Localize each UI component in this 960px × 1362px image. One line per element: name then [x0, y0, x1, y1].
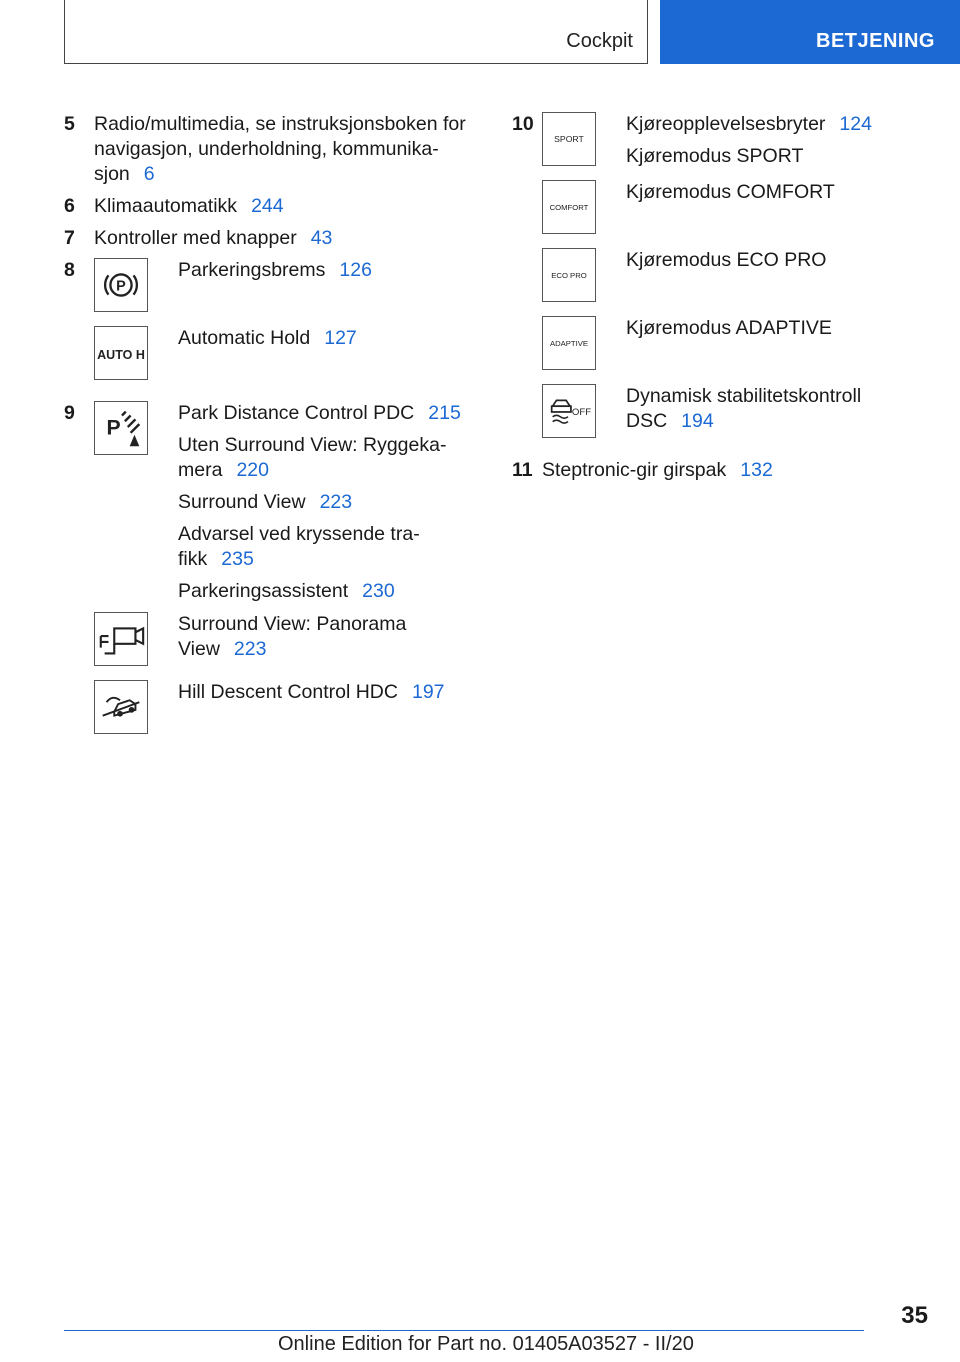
page-ref-link[interactable]: 194: [681, 410, 714, 432]
page-ref-link[interactable]: 220: [236, 459, 269, 481]
footer-edition: Online Edition for Part no. 01405A03527 - II/20: [278, 1333, 694, 1355]
rearcam-text: mera: [178, 459, 223, 481]
header-section-title: Cockpit: [566, 30, 633, 52]
item5-line3: [94, 162, 155, 187]
page-ref-link[interactable]: 235: [221, 548, 254, 570]
item10-sport-line2: Kjøremodus SPORT: [626, 145, 804, 167]
item-number-9: 9: [64, 402, 75, 424]
page-ref-link[interactable]: 230: [362, 580, 395, 602]
item9-pdc-line: [178, 401, 461, 426]
driving-experience-switch-text: Kjøreopplevelsesbryter: [626, 113, 826, 135]
page-ref-link[interactable]: 6: [143, 163, 155, 185]
item9-cross-line1: Advarsel ved kryssende tra-: [178, 523, 420, 545]
eco-pro-mode-icon: [542, 248, 596, 302]
panorama-view-icon: [94, 612, 148, 666]
item9-rearcam-line1: Uten Surround View: Ryggeka-: [178, 434, 447, 456]
item7-line: [94, 226, 332, 251]
page-ref-link[interactable]: 43: [310, 227, 333, 249]
surround-text: Surround View: [178, 491, 306, 513]
svg-text:SPORT: SPORT: [554, 133, 584, 144]
svg-text:COMFORT: COMFORT: [549, 202, 589, 212]
header-chapter-tab: BETJENING: [660, 0, 960, 64]
dsc-off-icon: [542, 384, 596, 438]
page-ref-link[interactable]: 124: [839, 113, 872, 135]
item10-dsc-line2: [626, 409, 714, 434]
item-number-7: 7: [64, 227, 75, 249]
sport-mode-icon: [542, 112, 596, 166]
dsc-text: DSC: [626, 410, 668, 432]
adaptive-mode-icon: [542, 316, 596, 370]
item-number-11: 11: [512, 459, 533, 481]
item10-comfort-line: Kjøremodus COMFORT: [626, 181, 835, 203]
item9-hdc-line: [178, 680, 445, 705]
page-ref-link[interactable]: 126: [339, 259, 372, 281]
parkassist-text: Parkeringsassistent: [178, 580, 349, 602]
park-distance-control-icon: [94, 401, 148, 455]
page-ref-link[interactable]: 223: [319, 491, 353, 513]
item9-surround-line: [178, 490, 352, 515]
item9-panorama-line2: [178, 637, 266, 662]
header-section-box: [64, 0, 648, 64]
hill-descent-control-icon: [94, 680, 148, 734]
auto-hold-icon: [94, 326, 148, 380]
item7-text: Kontroller med knapper: [94, 227, 297, 249]
item10-dsc-line1: Dynamisk stabilitetskontroll: [626, 385, 862, 407]
page-number: 35: [901, 1302, 928, 1329]
page-ref-link[interactable]: 132: [740, 459, 773, 481]
item9-rearcam-line2: [178, 458, 269, 483]
item8-parking-brake-line: [178, 258, 372, 283]
parking-brake-icon: [94, 258, 148, 312]
item10-adaptive-line: Kjøremodus ADAPTIVE: [626, 317, 832, 339]
hdc-text: Hill Descent Control HDC: [178, 681, 398, 703]
item6-text: Klimaautomatikk: [94, 195, 238, 217]
item-number-6: 6: [64, 195, 75, 217]
page-ref-link[interactable]: 127: [324, 327, 357, 349]
item11-line: [542, 458, 773, 483]
svg-text:ECO PRO: ECO PRO: [551, 270, 587, 280]
item10-ecopro-line: Kjøremodus ECO PRO: [626, 249, 827, 271]
footer-divider: [64, 1330, 864, 1331]
page-ref-link[interactable]: 197: [411, 681, 445, 703]
comfort-mode-icon: [542, 180, 596, 234]
item9-cross-line2: [178, 547, 254, 572]
item-number-8: 8: [64, 259, 75, 281]
item5-line3-text: sjon: [94, 163, 130, 185]
item8-auto-hold-line: [178, 326, 357, 351]
auto-hold-text: Automatic Hold: [178, 327, 311, 349]
page-ref-link[interactable]: 223: [233, 638, 267, 660]
svg-text:AUTO H: AUTO H: [97, 347, 145, 362]
cross-text: fikk: [178, 548, 208, 570]
item5-line1: Radio/multimedia, se instruksjonsboken for: [94, 113, 466, 135]
page-ref-link[interactable]: 244: [251, 195, 284, 217]
item9-panorama-line1: Surround View: Panorama: [178, 613, 407, 635]
item5-line2: navigasjon, underholdning, kommunika-: [94, 138, 439, 160]
svg-text:OFF: OFF: [571, 406, 592, 418]
svg-text:P: P: [116, 278, 126, 295]
item-number-5: 5: [64, 113, 75, 135]
panorama-text: View: [178, 638, 220, 660]
item6-line: [94, 194, 284, 219]
item9-parkassist-line: [178, 579, 395, 604]
svg-text:ADAPTIVE: ADAPTIVE: [549, 338, 589, 348]
steptronic-text: Steptronic-gir girspak: [542, 459, 727, 481]
item10-sport-line1: [626, 112, 872, 137]
page-ref-link[interactable]: 215: [428, 402, 461, 424]
svg-text:P: P: [106, 416, 121, 440]
item-number-10: 10: [512, 113, 534, 135]
pdc-text: Park Distance Control PDC: [178, 402, 415, 424]
parking-brake-text: Parkeringsbrems: [178, 259, 326, 281]
